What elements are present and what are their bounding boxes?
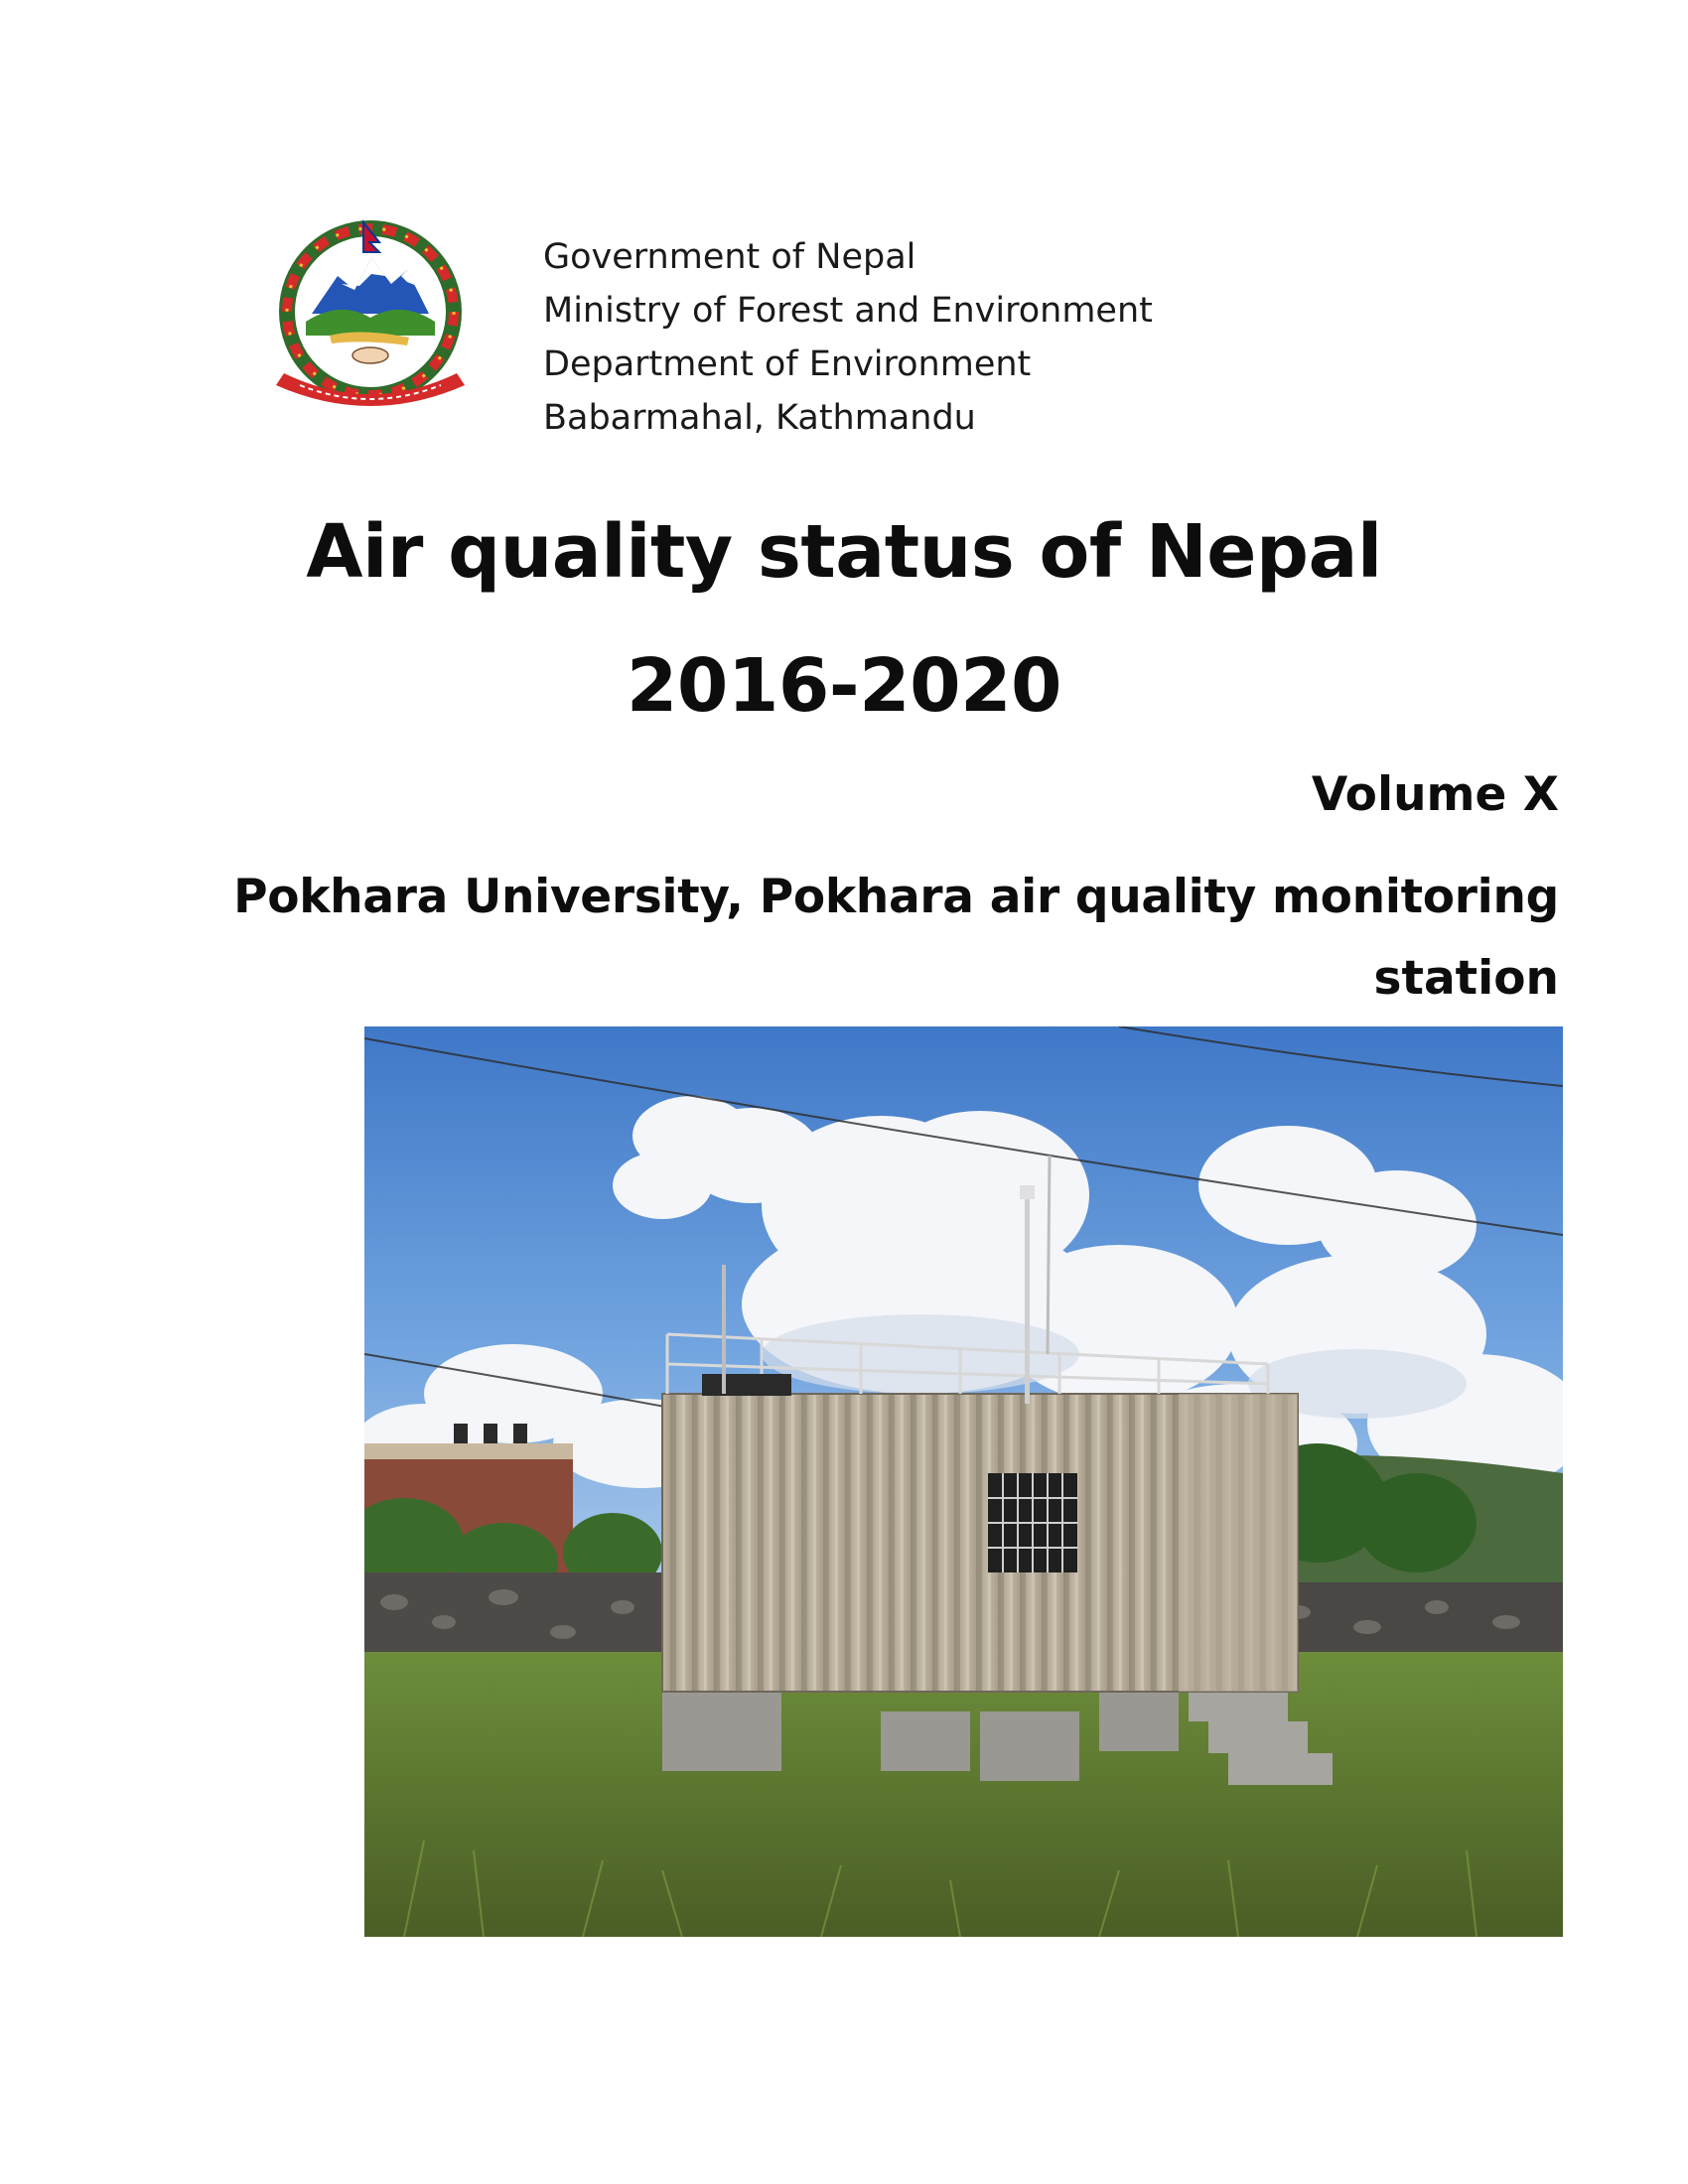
ministry-name: Ministry of Forest and Environment <box>543 291 1153 331</box>
station-name-line-1: Pokhara University, Pokhara air quality monitoring <box>233 870 1559 924</box>
department-address: Babarmahal, Kathmandu <box>543 398 976 438</box>
department-name: Department of Environment <box>543 344 1032 384</box>
nepal-emblem-icon <box>260 205 481 425</box>
monitoring-station-photo <box>364 1026 1563 1937</box>
report-period: 2016-2020 <box>626 643 1062 729</box>
station-name-line-2: station <box>1373 951 1559 1006</box>
volume-label: Volume X <box>1311 767 1559 822</box>
issuing-organization <box>543 230 1298 445</box>
report-title: Air quality status of Nepal <box>306 509 1382 595</box>
government-name: Government of Nepal <box>543 237 916 277</box>
